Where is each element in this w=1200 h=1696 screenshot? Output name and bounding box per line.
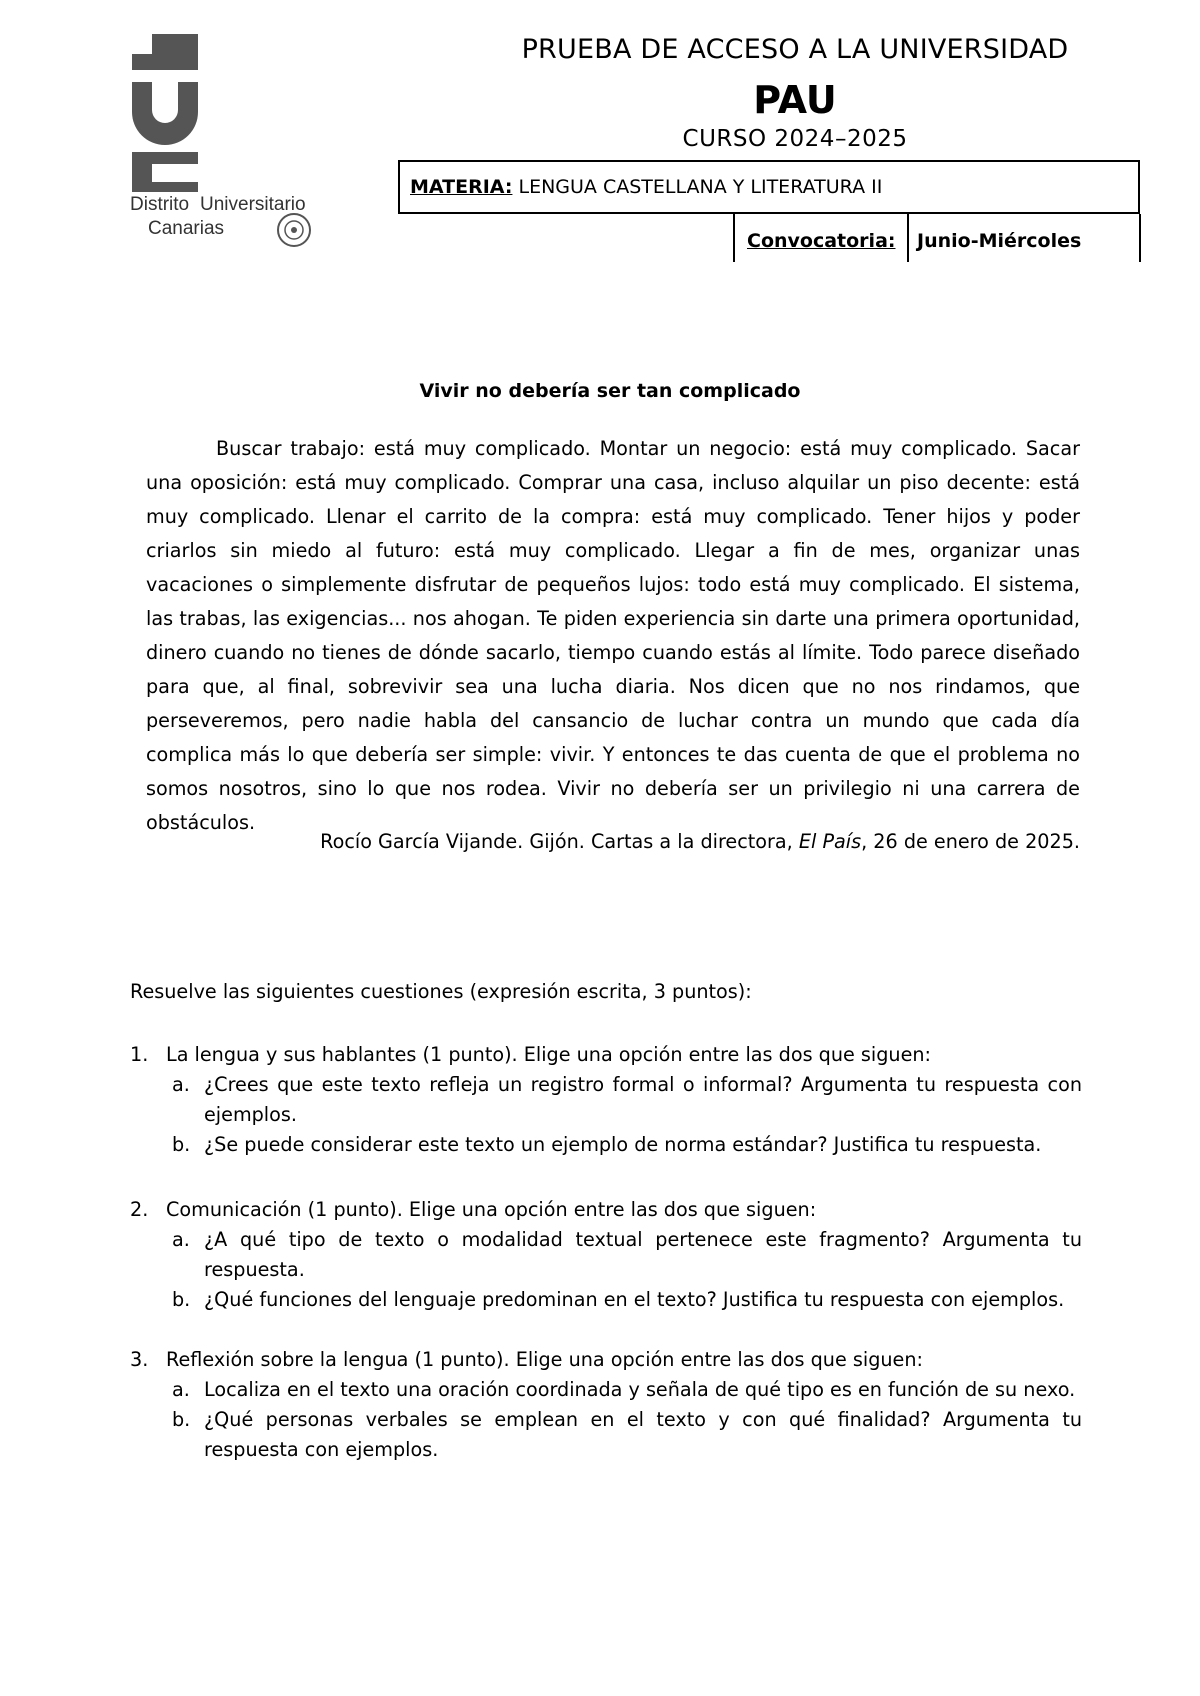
source-newspaper: El País [798, 830, 862, 853]
materia-value: LENGUA CASTELLANA Y LITERATURA II [518, 176, 883, 198]
header-title-curso: CURSO 2024–2025 [682, 126, 908, 152]
logo-text-universitario: Universitario [200, 194, 306, 215]
materia-label: MATERIA: [410, 176, 513, 198]
option-letter: b. [172, 1133, 191, 1156]
option-letter: b. [172, 1288, 191, 1311]
question-number: 3. [130, 1348, 149, 1371]
convocatoria-value: Junio-Miércoles [917, 230, 1082, 252]
reading-source [146, 830, 1080, 853]
header-title-pau: PAU [753, 78, 837, 122]
question-3 [130, 1345, 1082, 1465]
question-text: Comunicación (1 punto). Elige una opción entre las dos que siguen: [166, 1198, 817, 1221]
option-text: ¿A qué tipo de texto o modalidad textual pertenece este fragmento? Argumenta tu respuesta. [204, 1228, 1082, 1281]
source-prefix: Rocío García Vijande. Gijón. Cartas a la directora, [320, 830, 799, 853]
convocatoria-divider [907, 214, 909, 262]
question-1 [130, 1040, 1082, 1160]
option-letter: b. [172, 1408, 191, 1431]
option-letter: a. [172, 1073, 190, 1096]
question-number: 1. [130, 1043, 149, 1066]
convocatoria-box [733, 214, 1141, 262]
option-text: ¿Se puede considerar este texto un ejemplo de norma estándar? Justifica tu respuesta. [204, 1133, 1042, 1156]
question-text: Reflexión sobre la lengua (1 punto). Elige una opción entre las dos que siguen: [166, 1348, 923, 1371]
question-2 [130, 1195, 1082, 1315]
option-text: ¿Qué funciones del lenguaje predominan en el texto? Justifica tu respuesta con ejemplos. [204, 1288, 1065, 1311]
question-text: La lengua y sus hablantes (1 punto). Elige una opción entre las dos que siguen: [166, 1043, 932, 1066]
reading-title: Vivir no debería ser tan complicado [419, 380, 801, 402]
logo-text-distrito: Distrito [130, 194, 190, 215]
option-letter: a. [172, 1378, 190, 1401]
question-number: 2. [130, 1198, 149, 1221]
source-suffix: , 26 de enero de 2025. [861, 830, 1080, 853]
materia-box [398, 160, 1140, 214]
option-letter: a. [172, 1228, 190, 1251]
header-title-prueba: PRUEBA DE ACCESO A LA UNIVERSIDAD [521, 34, 1069, 65]
logo-text-canarias: Canarias [148, 218, 225, 239]
duc-logo [128, 34, 348, 254]
questions-intro: Resuelve las siguientes cuestiones (expresión escrita, 3 puntos): [130, 980, 752, 1003]
option-text: Localiza en el texto una oración coordinada y señala de qué tipo es en función de su nexo. [204, 1378, 1076, 1401]
reading-paragraph: Buscar trabajo: está muy complicado. Montar un negocio: está muy complicado. Sacar una oposición: está muy complicado. Comprar una casa, incluso alquilar un piso decente: está muy complicado. Llenar el carrito de la compra: está muy complicado. Tener hijos y poder criarlos sin miedo al futuro: está muy complicado. Llegar a fin de mes, organizar unas vacaciones o simplemente disfrutar de pequeños lujos: todo está muy complicado. El sistema, las trabas, las exigencias... nos ahogan. Te piden experiencia sin darte una primera oportunidad, dinero cuando no tienes de dónde sacarlo, tiempo cuando estás al límite. Todo parece diseñado para que, al final, sobrevivir sea una lucha diaria. Nos dicen que no nos rindamos, que perseveremos, pero nadie habla del cansancio de luchar contra un mundo que cada día complica más lo que debería ser simple: vivir. Y entonces te das cuenta de que el problema no somos nosotros, sino lo que nos rodea. Vivir no debería ser un privilegio ni una carrera de obstáculos. [146, 437, 1080, 834]
option-text: ¿Qué personas verbales se emplean en el texto y con qué finalidad? Argumenta tu respuesta con ejemplos. [204, 1408, 1082, 1461]
convocatoria-label: Convocatoria: [747, 230, 896, 252]
option-text: ¿Crees que este texto refleja un registro formal o informal? Argumenta tu respuesta con ejemplos. [204, 1073, 1082, 1126]
